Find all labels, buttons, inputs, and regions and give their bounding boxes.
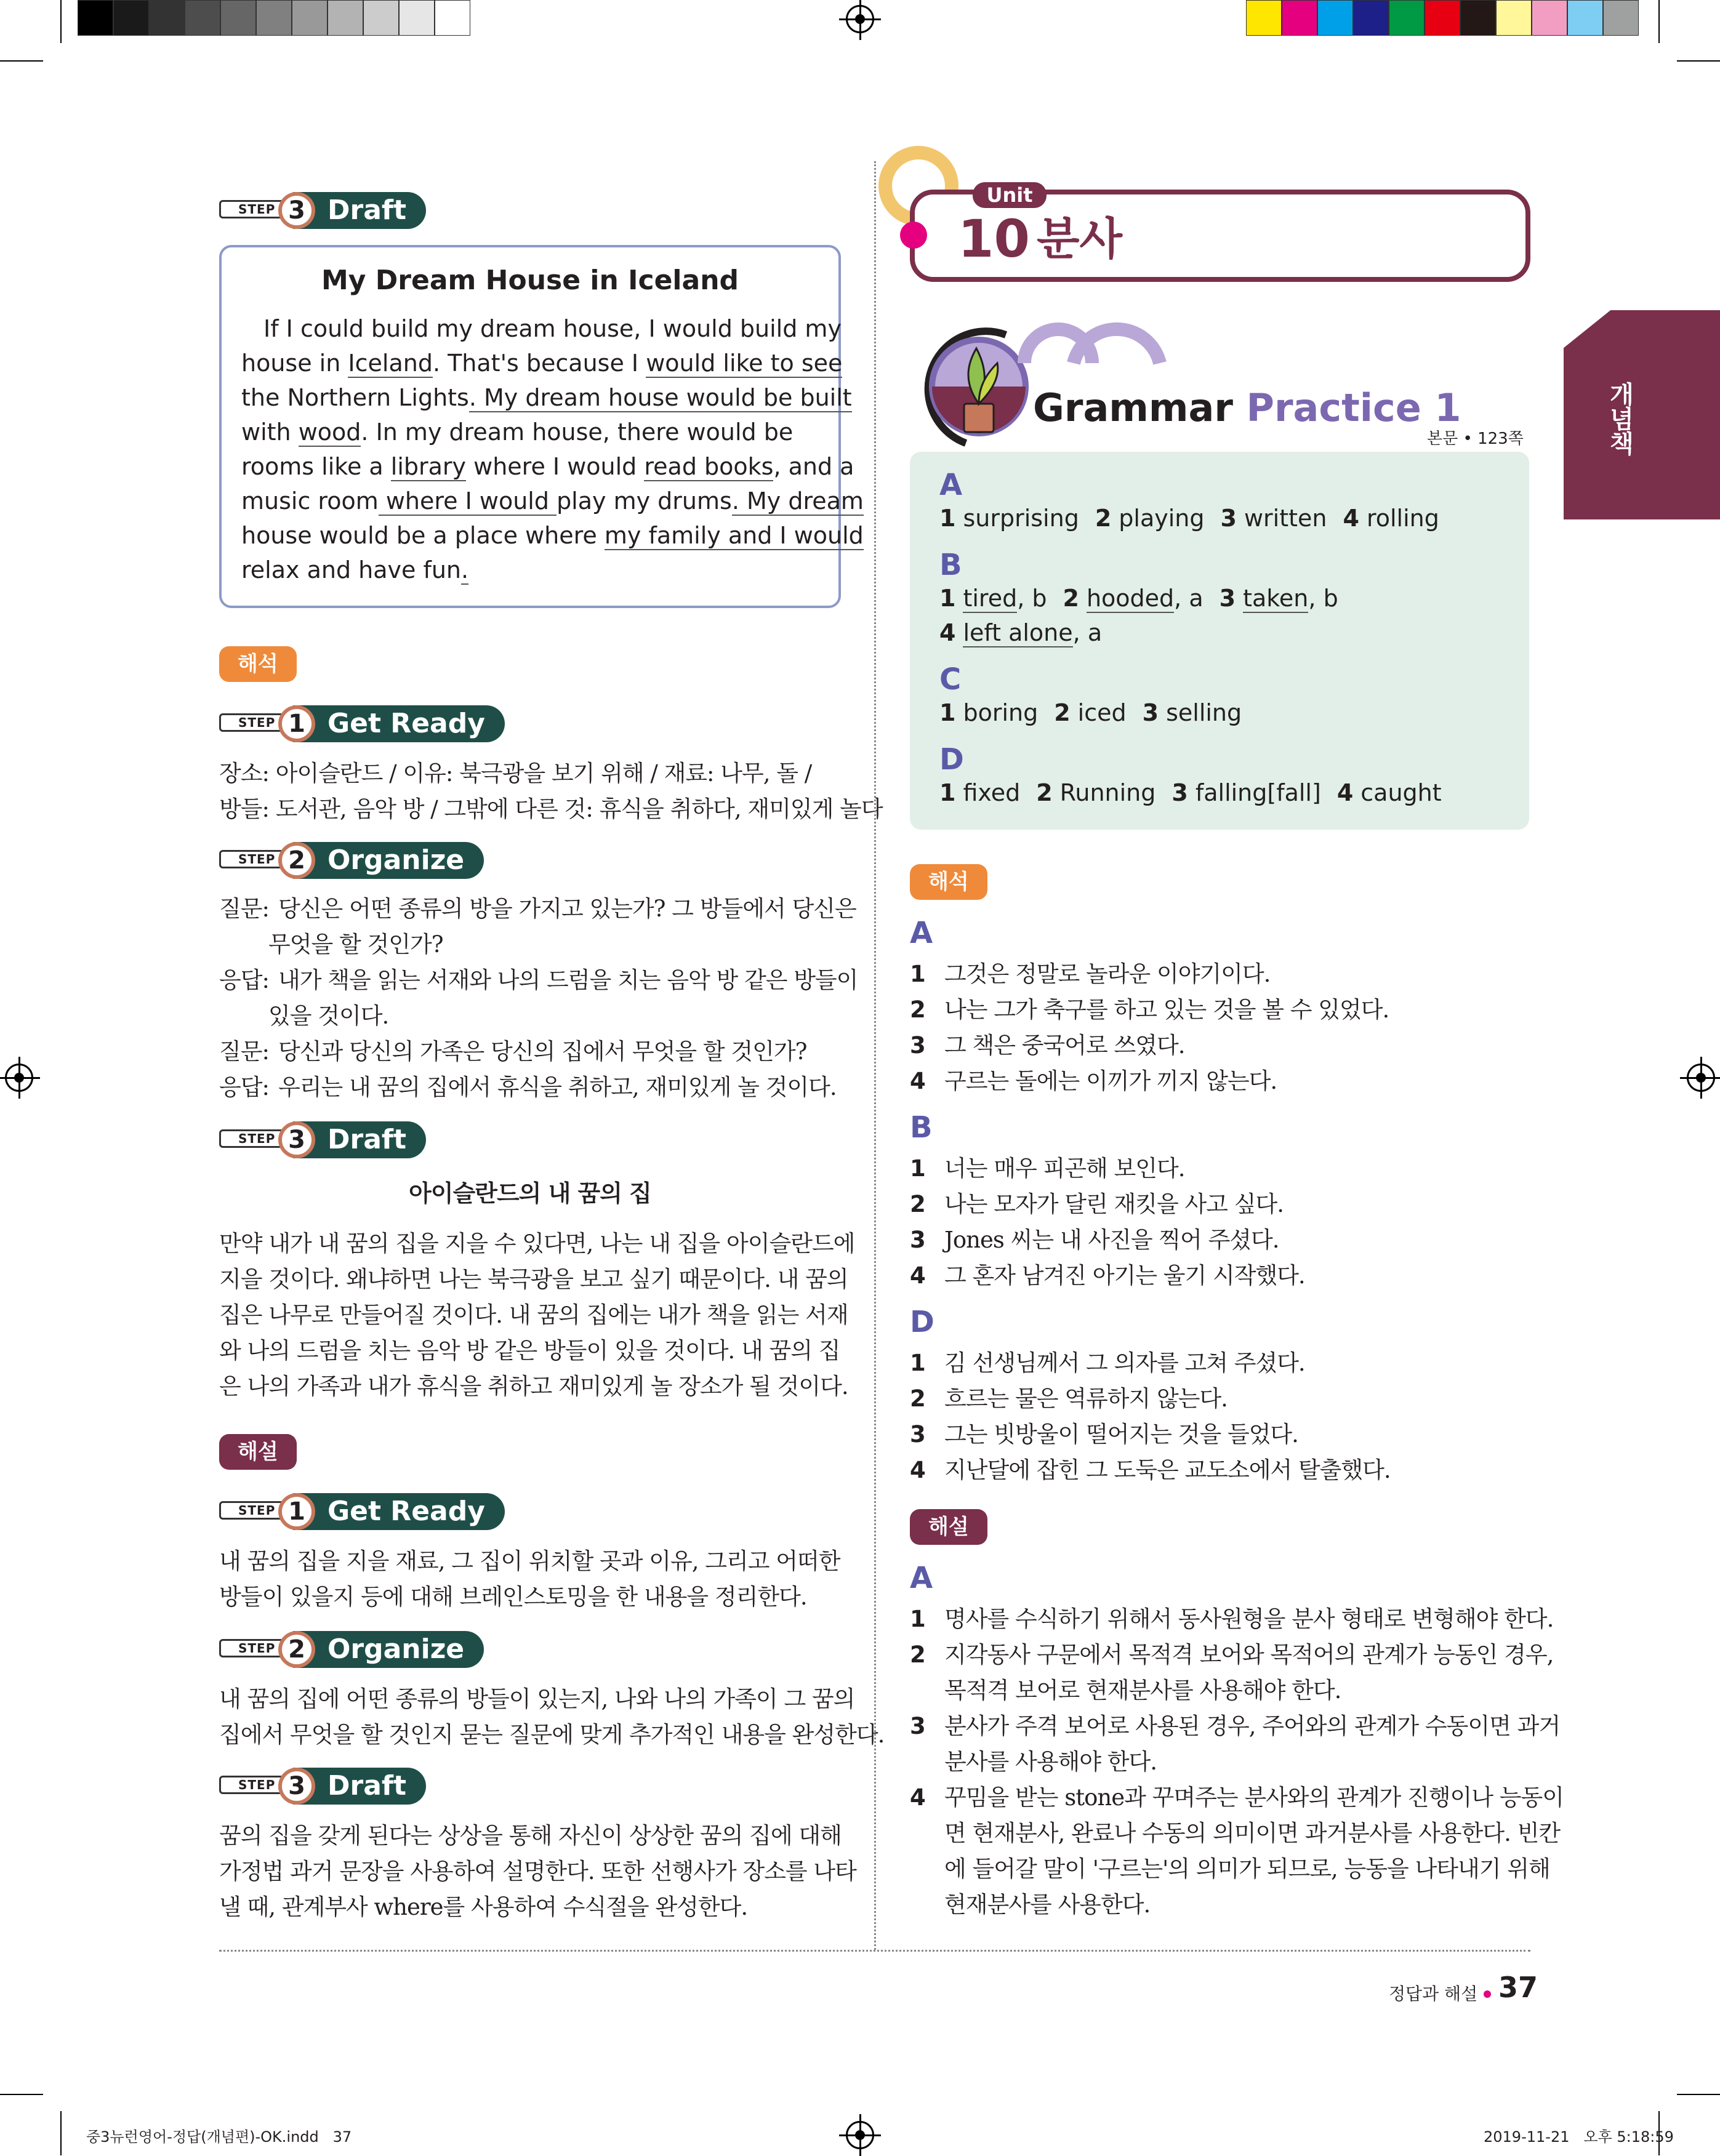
step-title: Draft <box>293 1768 426 1805</box>
answer-section-letter: C <box>939 662 962 697</box>
line-number: 2 <box>910 996 925 1023</box>
kr-essay-line: 지을 것이다. 왜냐하면 나는 북극광을 보고 싶기 때문이다. 내 꿈의 <box>219 1266 848 1292</box>
line-number: 1 <box>910 1350 925 1376</box>
color-swatch <box>1532 0 1567 36</box>
step-number: 3 <box>278 1121 315 1158</box>
column-divider <box>874 161 876 1950</box>
page-reference: 본문 • 123쪽 <box>1427 430 1524 448</box>
line-text: 분사를 사용해야 한다. <box>944 1749 1157 1775</box>
step-word: STEP <box>219 1501 292 1520</box>
answer-number: 1 <box>939 779 956 806</box>
answer-word: falling[fall] <box>1195 779 1321 806</box>
qa-key: 응답: <box>219 1074 269 1100</box>
essay-line <box>241 380 852 415</box>
line-text: 나는 모자가 달린 재킷을 사고 싶다. <box>944 1191 1284 1217</box>
crop-mark <box>60 2111 62 2155</box>
color-swatch <box>1603 0 1639 36</box>
section-line <box>910 1151 1184 1187</box>
qa-key: 응답: <box>219 967 269 993</box>
line-number: 1 <box>910 1155 925 1182</box>
step-word: STEP <box>219 850 292 868</box>
line-text: 지난달에 잡힌 그 도둑은 교도소에서 탈출했다. <box>944 1457 1391 1483</box>
essay-text: house would be a place where <box>241 522 605 549</box>
kr-essay-line: 만약 내가 내 꿈의 집을 지을 수 있다면, 나는 내 집을 아이슬란드에 <box>219 1230 855 1257</box>
section-line <box>910 1851 1550 1887</box>
explanation-3-line-1: 꿈의 집을 갖게 된다는 상상을 통해 자신이 상상한 꿈의 집에 대해 <box>219 1822 842 1849</box>
answer-row: 4 left alone, a <box>939 619 1103 646</box>
answer-number: 1 <box>939 505 956 532</box>
step-title: Draft <box>293 1121 426 1158</box>
kr-essay-line: 와 나의 드럼을 치는 음악 방 같은 방들이 있을 것이다. 내 꿈의 집 <box>219 1337 840 1364</box>
line-text: 구르는 돌에는 이끼가 끼지 않는다. <box>944 1068 1277 1094</box>
color-swatch <box>1425 0 1460 36</box>
answer-item <box>939 505 1079 532</box>
essay-line <box>241 311 842 346</box>
answer-row <box>939 585 1354 612</box>
section-letter: D <box>910 1305 934 1339</box>
section-line <box>910 956 1270 992</box>
line-text: 너는 매우 피곤해 보인다. <box>944 1155 1185 1182</box>
color-swatch <box>1282 0 1317 36</box>
gray-swatch <box>435 0 470 36</box>
qa-key: 질문: <box>219 1038 269 1065</box>
crop-mark <box>60 0 62 43</box>
line-number: 3 <box>910 1713 925 1739</box>
step-title: Organize <box>293 842 484 879</box>
underlined-phrase: . <box>461 556 469 583</box>
line-number: 4 <box>910 1068 925 1094</box>
unit-label: Unit <box>986 183 1033 207</box>
translation-tag: 해석 <box>219 646 297 682</box>
qa-key: 질문: <box>219 896 269 922</box>
line-text: 에 들어갈 말이 '구르는'의 의미가 되므로, 능동을 나타내기 위해 <box>944 1856 1550 1882</box>
underlined-phrase: . My dream house would be built <box>468 384 852 411</box>
answer-number: 1 <box>939 699 956 726</box>
underlined-phrase: library <box>390 453 467 480</box>
section-line <box>910 1381 1228 1417</box>
underlined-phrase: Iceland <box>348 350 433 377</box>
answer-number: 3 <box>1171 779 1188 806</box>
essay-line <box>241 415 819 449</box>
answer-item <box>1343 505 1439 532</box>
answer-item <box>1095 505 1205 532</box>
step-word: STEP <box>219 713 292 732</box>
essay-title: My Dream House in Iceland <box>321 265 739 296</box>
color-swatch <box>1460 0 1496 36</box>
answer-item <box>939 699 1038 726</box>
section-line <box>910 1453 1391 1488</box>
essay-line <box>241 553 819 587</box>
answer-choice: b <box>1323 585 1338 612</box>
section-line <box>910 1709 1560 1744</box>
step-title: Organize <box>293 1631 484 1668</box>
crop-mark <box>1677 2094 1720 2095</box>
gray-swatch <box>220 0 256 36</box>
answer-word: surprising <box>963 505 1079 532</box>
crop-mark <box>0 60 43 62</box>
essay-text: house in <box>241 350 348 377</box>
answer-number: 4 <box>939 619 956 646</box>
line-text: 그 책은 중국어로 쓰였다. <box>944 1032 1185 1059</box>
explanation-3-line-2: 가정법 과거 문장을 사용하여 설명한다. 또한 선행사가 장소를 나타 <box>219 1858 856 1885</box>
registration-mark-left <box>5 1064 33 1092</box>
answer-word: iced <box>1077 699 1127 726</box>
line-text: 지각동사 구문에서 목적격 보어와 목적어의 관계가 능동인 경우, <box>944 1641 1554 1668</box>
answer-item <box>1221 505 1327 532</box>
answer-number: 2 <box>1063 585 1079 612</box>
answer-item <box>939 779 1020 806</box>
crop-mark <box>0 2094 43 2095</box>
line-text: 그는 빗방울이 떨어지는 것을 들었다. <box>944 1421 1298 1448</box>
answer-section-letter: A <box>939 468 963 502</box>
qa-text-cont: 있을 것이다. <box>268 1003 389 1029</box>
qa-text: 당신은 어떤 종류의 방을 가지고 있는가? 그 방들에서 당신은 <box>278 896 856 922</box>
answer-item <box>1337 779 1442 806</box>
answer-item <box>1171 779 1320 806</box>
essay-text: with <box>241 419 299 446</box>
get-ready-line-1: 장소: 아이슬란드 / 이유: 북극광을 보기 위해 / 재료: 나무, 돌 / <box>219 760 812 787</box>
answer-number: 3 <box>1220 505 1237 532</box>
gray-swatch <box>78 0 113 36</box>
color-swatch <box>1496 0 1532 36</box>
essay-text: . In my dream house, there would be <box>361 419 794 446</box>
essay-body <box>241 311 864 587</box>
essay-text: play my drums <box>557 487 732 515</box>
bottom-rule <box>219 1950 1530 1952</box>
page-number: 37 <box>1498 1971 1538 2004</box>
gray-swatch <box>149 0 185 36</box>
line-number: 3 <box>910 1421 925 1448</box>
line-number: 4 <box>910 1784 925 1811</box>
step-word: STEP <box>219 1776 292 1794</box>
step-title: Draft <box>293 192 426 229</box>
step-word: STEP <box>219 1129 292 1148</box>
step-number: 3 <box>278 192 315 229</box>
kr-essay-line: 은 나의 가족과 내가 휴식을 취하고 재미있게 놀 장소가 될 것이다. <box>219 1373 848 1400</box>
essay-line <box>241 346 843 380</box>
registration-mark-right <box>1687 1064 1715 1092</box>
line-text: 흐르는 물은 역류하지 않는다. <box>944 1385 1228 1412</box>
section-line <box>910 1673 1341 1709</box>
essay-text: music room <box>241 487 379 515</box>
gray-swatch <box>185 0 220 36</box>
color-swatch <box>1567 0 1603 36</box>
qa-text: 우리는 내 꿈의 집에서 휴식을 취하고, 재미있게 놀 것이다. <box>278 1074 837 1100</box>
line-number: 2 <box>910 1191 925 1217</box>
title-practice: Practice 1 <box>1246 385 1461 430</box>
answer-number: 3 <box>1219 585 1236 612</box>
color-swatch <box>1317 0 1353 36</box>
section-line <box>910 1064 1277 1099</box>
essay-text: , and a <box>773 453 854 480</box>
footer-section: 정답과 해설 <box>1389 1984 1478 2004</box>
explanation-1-line-1: 내 꿈의 집을 지을 재료, 그 집이 위치할 곳과 이유, 그리고 어떠한 <box>219 1548 840 1574</box>
color-swatch <box>1389 0 1425 36</box>
answer-number: 4 <box>1343 505 1359 532</box>
color-swatch <box>1353 0 1389 36</box>
gray-swatch <box>399 0 435 36</box>
step-number: 1 <box>278 705 315 742</box>
section-letter: B <box>910 1110 933 1145</box>
answer-item <box>1143 699 1242 726</box>
side-tab <box>1564 310 1720 519</box>
answer-word: left alone <box>963 619 1073 646</box>
gray-swatch <box>113 0 149 36</box>
line-text: 그 혼자 남겨진 아기는 울기 시작했다. <box>944 1262 1305 1289</box>
answer-word: tired <box>963 585 1018 612</box>
step-title: Get Ready <box>293 705 505 742</box>
answer-word: boring <box>963 699 1039 726</box>
explanation-tag-right: 해설 <box>910 1509 987 1545</box>
line-text: 나는 그가 축구를 하고 있는 것을 볼 수 있었다. <box>944 996 1389 1023</box>
answer-item: 3 taken, b <box>1219 585 1338 612</box>
answer-word: rolling <box>1366 505 1439 532</box>
grammar-practice-title <box>1033 385 1461 430</box>
step-number: 2 <box>278 842 315 879</box>
line-text: 김 선생님께서 그 의자를 고쳐 주셨다. <box>944 1350 1305 1376</box>
line-number: 3 <box>910 1032 925 1059</box>
answer-number: 2 <box>1054 699 1071 726</box>
line-text: 명사를 수식하기 위해서 동사원형을 분사 형태로 변형해야 한다. <box>944 1606 1554 1632</box>
essay-text: the Northern Lights <box>241 384 469 411</box>
gray-swatch <box>256 0 292 36</box>
kr-essay-line: 집은 나무로 만들어질 것이다. 내 꿈의 집에는 내가 책을 읽는 서재 <box>219 1302 848 1328</box>
answer-choice: a <box>1189 585 1204 612</box>
underlined-phrase: would like to see <box>646 350 843 377</box>
answer-number: 2 <box>1095 505 1112 532</box>
section-line <box>910 992 1389 1028</box>
answer-word: written <box>1244 505 1327 532</box>
gray-swatch <box>328 0 363 36</box>
answer-word: hooded <box>1086 585 1175 612</box>
answer-choice: a <box>1087 619 1103 646</box>
section-line <box>910 1601 1553 1637</box>
line-number: 4 <box>910 1262 925 1289</box>
color-swatch <box>1246 0 1282 36</box>
qa-text: 내가 책을 읽는 서재와 나의 드럼을 치는 음악 방 같은 방들이 <box>278 967 858 993</box>
line-number: 3 <box>910 1227 925 1253</box>
answer-word: selling <box>1166 699 1242 726</box>
answer-item: 1 tired, b <box>939 585 1047 612</box>
line-number: 2 <box>910 1385 925 1412</box>
section-line <box>910 1258 1305 1294</box>
section-line <box>910 1028 1184 1064</box>
underlined-phrase: . My dream <box>731 487 864 515</box>
underlined-phrase: where I would <box>378 487 557 515</box>
step-word: STEP <box>219 200 292 218</box>
essay-line <box>241 518 864 553</box>
answer-number: 3 <box>1142 699 1159 726</box>
explanation-1-line-2: 방들이 있을지 등에 대해 브레인스토밍을 한 내용을 정리한다. <box>219 1584 807 1610</box>
section-line <box>910 1345 1305 1381</box>
line-number: 2 <box>910 1641 925 1668</box>
section-line <box>910 1780 1564 1816</box>
line-number: 1 <box>910 1606 925 1632</box>
answer-section-letter: D <box>939 742 964 777</box>
step-number: 2 <box>278 1631 315 1668</box>
explanation-tag: 해설 <box>219 1434 297 1470</box>
gray-swatch <box>363 0 399 36</box>
title-grammar: Grammar <box>1033 385 1233 430</box>
answer-word: caught <box>1360 779 1442 806</box>
answer-word: fixed <box>963 779 1021 806</box>
answer-word: taken <box>1243 585 1309 612</box>
line-text: 그것은 정말로 놀라운 이야기이다. <box>944 961 1271 987</box>
answer-row <box>939 505 1455 532</box>
explanation-2-line-2: 집에서 무엇을 할 것인지 묻는 질문에 맞게 추가적인 내용을 완성한다. <box>219 1721 885 1748</box>
line-text: 목적격 보어로 현재분사를 사용해야 한다. <box>944 1677 1341 1704</box>
answer-number: 4 <box>1336 779 1354 806</box>
answer-number: 1 <box>939 585 956 612</box>
answer-number: 2 <box>1036 779 1053 806</box>
answer-item: 2 hooded, a <box>1063 585 1204 612</box>
essay-text: . That's because I <box>432 350 646 377</box>
answer-word: playing <box>1119 505 1205 532</box>
line-text: 꾸밈을 받는 stone과 꾸며주는 분사와의 관계가 진행이나 능동이 <box>944 1784 1564 1811</box>
section-line <box>910 1222 1279 1258</box>
answer-item <box>1054 699 1126 726</box>
section-line <box>910 1816 1560 1851</box>
answer-section-letter: B <box>939 548 962 582</box>
side-tab-label: 개념책 <box>1605 382 1634 455</box>
crop-mark <box>1677 60 1720 62</box>
unit-title: 분사 <box>1037 213 1123 265</box>
essay-text: where I would <box>466 453 645 480</box>
answer-choice: b <box>1032 585 1047 612</box>
qa-text-cont: 무엇을 할 것인가? <box>268 931 443 958</box>
section-line <box>910 1187 1284 1222</box>
underlined-phrase: my family and I would <box>604 522 864 549</box>
section-line <box>910 1637 1553 1673</box>
essay-line <box>241 449 854 484</box>
underlined-phrase: read books <box>644 453 774 480</box>
answer-item <box>1036 779 1155 806</box>
line-number: 4 <box>910 1457 925 1483</box>
step-number: 1 <box>278 1493 315 1530</box>
answer-row <box>939 699 1258 726</box>
footer-timestamp: 2019-11-21 오후 5:18:59 <box>1484 2128 1674 2146</box>
line-number: 1 <box>910 961 925 987</box>
explanation-2-line-1: 내 꿈의 집에 어떤 종류의 방들이 있는지, 나와 나의 가족이 그 꿈의 <box>219 1686 855 1712</box>
get-ready-line-2: 방들: 도서관, 음악 방 / 그밖에 다른 것: 휴식을 취하다, 재미있게 놀다 <box>219 796 883 822</box>
line-text: 분사가 주격 보어로 사용된 경우, 주어와의 관계가 수동이면 과거 <box>944 1713 1561 1739</box>
explanation-3-line-3: 낼 때, 관계부사 where를 사용하여 수식절을 완성한다. <box>219 1894 748 1920</box>
step-word: STEP <box>219 1639 292 1657</box>
section-letter: A <box>910 1561 933 1595</box>
essay-text: If I could build my dream house, I would build my <box>263 315 842 342</box>
unit-number: 10 <box>958 209 1030 269</box>
section-line <box>910 1887 1150 1923</box>
qa-text: 당신과 당신의 가족은 당신의 집에서 무엇을 할 것인가? <box>278 1038 807 1065</box>
answer-row <box>939 779 1458 806</box>
footer-dot <box>1484 1990 1491 1998</box>
step-number: 3 <box>278 1768 315 1805</box>
line-text: 현재분사를 사용한다. <box>944 1891 1151 1918</box>
section-line <box>910 1744 1157 1780</box>
translation-tag-right: 해석 <box>910 864 987 900</box>
section-letter: A <box>910 916 933 950</box>
registration-mark-top <box>846 5 874 33</box>
essay-text: rooms like a <box>241 453 391 480</box>
registration-mark-bottom <box>846 2121 874 2149</box>
answer-word: Running <box>1059 779 1156 806</box>
step-title: Get Ready <box>293 1493 505 1530</box>
gray-swatch <box>292 0 328 36</box>
essay-text: relax and have fun <box>241 556 462 583</box>
underlined-phrase: wood <box>298 419 361 446</box>
section-line <box>910 1417 1298 1453</box>
crop-mark <box>1658 0 1660 43</box>
kr-essay-title: 아이슬란드의 내 꿈의 집 <box>409 1180 651 1207</box>
line-text: 면 현재분사, 완료나 수동의 의미이면 과거분사를 사용한다. 빈칸 <box>944 1820 1561 1846</box>
essay-line <box>241 484 864 518</box>
footer-filename: 중3뉴런영어-정답(개념편)-OK.indd 37 <box>86 2128 352 2146</box>
line-text: Jones 씨는 내 사진을 찍어 주셨다. <box>944 1227 1279 1253</box>
